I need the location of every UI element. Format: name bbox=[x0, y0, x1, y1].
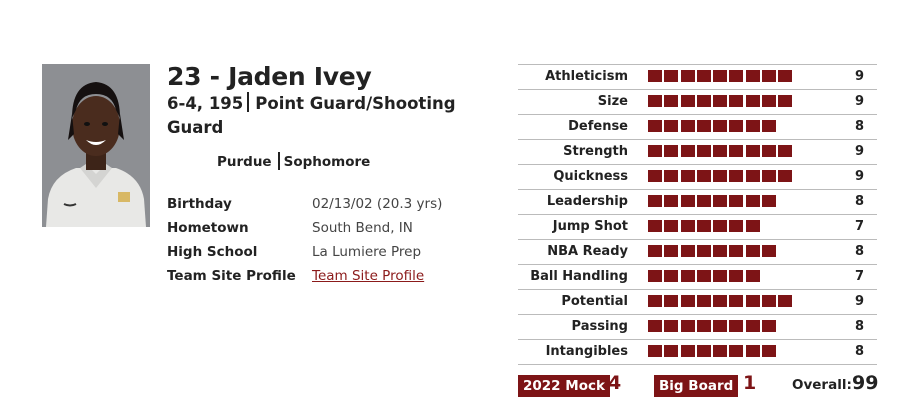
mock-draft-value: 4 bbox=[608, 372, 622, 394]
info-value: South Bend, IN bbox=[312, 220, 413, 236]
rating-bar-segment bbox=[681, 145, 695, 157]
team-site-profile-link[interactable]: Team Site Profile bbox=[312, 268, 425, 284]
player-position: Point Guard/Shooting Guard bbox=[167, 94, 456, 137]
rating-bar-segment bbox=[664, 295, 678, 307]
rating-bar-segment bbox=[681, 220, 695, 232]
rating-bar-segment bbox=[713, 245, 727, 257]
rating-bar-segment bbox=[681, 195, 695, 207]
player-class: Sophomore bbox=[283, 154, 371, 170]
rating-bar-segment bbox=[697, 270, 711, 282]
player-photo bbox=[42, 64, 150, 227]
rating-value: 9 bbox=[854, 169, 864, 184]
rating-bar bbox=[648, 320, 778, 332]
rating-bar-segment bbox=[729, 170, 743, 182]
rating-value: 8 bbox=[854, 194, 864, 209]
rating-bar-segment bbox=[681, 295, 695, 307]
rating-bar-segment bbox=[762, 345, 776, 357]
rating-label: Leadership bbox=[546, 194, 628, 209]
rating-bar-segment bbox=[729, 295, 743, 307]
rating-bar bbox=[648, 220, 762, 232]
rating-bar-segment bbox=[778, 295, 792, 307]
rating-bar-segment bbox=[681, 320, 695, 332]
rating-bar-segment bbox=[729, 195, 743, 207]
rating-bar bbox=[648, 195, 778, 207]
info-value: 02/13/02 (20.3 yrs) bbox=[312, 196, 443, 212]
rating-row bbox=[518, 190, 877, 215]
rating-bar-segment bbox=[713, 345, 727, 357]
rating-bar-segment bbox=[648, 70, 662, 82]
rating-bar-segment bbox=[664, 320, 678, 332]
rating-bar-segment bbox=[648, 320, 662, 332]
rating-bar-segment bbox=[664, 195, 678, 207]
rating-label: Defense bbox=[568, 119, 628, 134]
divider bbox=[247, 92, 249, 112]
rating-bar-segment bbox=[681, 120, 695, 132]
info-row-birthday bbox=[167, 192, 442, 216]
rating-value: 8 bbox=[854, 244, 864, 259]
rating-bar-segment bbox=[681, 95, 695, 107]
rating-bar-segment bbox=[713, 320, 727, 332]
rating-bar-segment bbox=[778, 95, 792, 107]
rating-bar-segment bbox=[664, 70, 678, 82]
overall-value: 99 bbox=[852, 372, 879, 394]
rating-bar bbox=[648, 70, 795, 82]
rating-bar-segment bbox=[746, 345, 760, 357]
rating-bar-segment bbox=[746, 195, 760, 207]
big-board-value: 1 bbox=[743, 372, 757, 394]
rating-label: NBA Ready bbox=[547, 244, 628, 259]
rating-bar-segment bbox=[729, 245, 743, 257]
rating-bar-segment bbox=[746, 320, 760, 332]
rating-bar-segment bbox=[713, 195, 727, 207]
rating-bar-segment bbox=[762, 320, 776, 332]
rating-bar-segment bbox=[762, 70, 776, 82]
rating-bar-segment bbox=[697, 170, 711, 182]
rating-bar bbox=[648, 345, 778, 357]
rating-value: 8 bbox=[854, 344, 864, 359]
info-label: Birthday bbox=[167, 196, 232, 212]
rating-bar-segment bbox=[681, 245, 695, 257]
rating-bar-segment bbox=[681, 270, 695, 282]
player-info-table bbox=[167, 192, 442, 288]
rating-bar-segment bbox=[762, 120, 776, 132]
rating-label: Ball Handling bbox=[530, 269, 628, 284]
rating-bar-segment bbox=[729, 320, 743, 332]
rating-row bbox=[518, 115, 877, 140]
rating-bar-segment bbox=[746, 120, 760, 132]
rating-label: Intangibles bbox=[545, 344, 628, 359]
rating-bar-segment bbox=[648, 295, 662, 307]
rating-bar-segment bbox=[746, 145, 760, 157]
rating-bar-segment bbox=[697, 120, 711, 132]
rating-bar-segment bbox=[746, 295, 760, 307]
rating-bar-segment bbox=[778, 70, 792, 82]
rating-row bbox=[518, 265, 877, 290]
rating-value: 9 bbox=[854, 69, 864, 84]
rating-bar-segment bbox=[713, 170, 727, 182]
rating-row bbox=[518, 340, 877, 365]
rating-bar-segment bbox=[697, 295, 711, 307]
rating-bar-segment bbox=[713, 145, 727, 157]
rating-bar-segment bbox=[697, 245, 711, 257]
rating-bar-segment bbox=[697, 345, 711, 357]
rating-bar-segment bbox=[697, 70, 711, 82]
rating-bar-segment bbox=[762, 195, 776, 207]
rating-value: 7 bbox=[854, 219, 864, 234]
rating-row bbox=[518, 165, 877, 190]
rating-bar-segment bbox=[762, 145, 776, 157]
rating-bar-segment bbox=[713, 95, 727, 107]
rating-bar-segment bbox=[729, 270, 743, 282]
rating-bar-segment bbox=[746, 270, 760, 282]
rating-label: Passing bbox=[571, 319, 628, 334]
rating-bar-segment bbox=[762, 170, 776, 182]
rating-bar-segment bbox=[648, 270, 662, 282]
rating-bar-segment bbox=[664, 145, 678, 157]
rating-label: Jump Shot bbox=[552, 219, 628, 234]
rating-row bbox=[518, 290, 877, 315]
overall-label: Overall: bbox=[792, 377, 852, 393]
rating-bar-segment bbox=[746, 245, 760, 257]
rating-bar-segment bbox=[697, 95, 711, 107]
rating-bar-segment bbox=[713, 270, 727, 282]
rating-value: 9 bbox=[854, 144, 864, 159]
player-measurements: 6-4, 195 bbox=[167, 94, 244, 113]
rating-bar-segment bbox=[762, 95, 776, 107]
rating-row bbox=[518, 65, 877, 90]
rating-bar-segment bbox=[681, 345, 695, 357]
rating-bar-segment bbox=[664, 345, 678, 357]
rating-bar-segment bbox=[729, 145, 743, 157]
rating-bar-segment bbox=[729, 220, 743, 232]
rating-bar-segment bbox=[713, 220, 727, 232]
rating-bar-segment bbox=[729, 345, 743, 357]
rating-bar-segment bbox=[762, 295, 776, 307]
rating-bar-segment bbox=[664, 220, 678, 232]
rating-bar-segment bbox=[729, 120, 743, 132]
rating-bar-segment bbox=[778, 170, 792, 182]
rating-bar-segment bbox=[762, 245, 776, 257]
rating-label: Quickness bbox=[553, 169, 628, 184]
info-row-high-school bbox=[167, 240, 442, 264]
rating-bar-segment bbox=[729, 95, 743, 107]
rating-bar bbox=[648, 170, 795, 182]
rating-bar-segment bbox=[664, 270, 678, 282]
rating-bar bbox=[648, 120, 778, 132]
ratings-table bbox=[518, 64, 877, 365]
rating-row bbox=[518, 215, 877, 240]
rating-bar-segment bbox=[778, 145, 792, 157]
rating-bar-segment bbox=[746, 70, 760, 82]
rating-bar bbox=[648, 145, 795, 157]
rating-label: Size bbox=[597, 94, 628, 109]
rating-bar-segment bbox=[664, 170, 678, 182]
rating-bar-segment bbox=[746, 170, 760, 182]
rating-bar-segment bbox=[746, 95, 760, 107]
rating-label: Athleticism bbox=[545, 69, 628, 84]
info-value: La Lumiere Prep bbox=[312, 244, 422, 260]
player-name: 23 - Jaden Ivey bbox=[167, 62, 372, 91]
rating-row bbox=[518, 240, 877, 265]
rating-bar-segment bbox=[664, 95, 678, 107]
rating-bar-segment bbox=[746, 220, 760, 232]
rating-value: 9 bbox=[854, 294, 864, 309]
rating-bar-segment bbox=[648, 345, 662, 357]
info-row-hometown bbox=[167, 216, 442, 240]
rating-bar-segment bbox=[648, 195, 662, 207]
divider bbox=[278, 152, 280, 170]
rating-label: Strength bbox=[563, 144, 628, 159]
info-label: High School bbox=[167, 244, 258, 260]
rating-row bbox=[518, 140, 877, 165]
rating-bar bbox=[648, 295, 795, 307]
rating-value: 7 bbox=[854, 269, 864, 284]
rating-bar-segment bbox=[713, 295, 727, 307]
rating-bar-segment bbox=[648, 145, 662, 157]
info-row-team-site bbox=[167, 264, 442, 288]
player-measurements-position bbox=[167, 92, 467, 140]
rating-bar-segment bbox=[648, 220, 662, 232]
rating-bar-segment bbox=[648, 245, 662, 257]
rating-bar bbox=[648, 245, 778, 257]
rating-bar-segment bbox=[681, 170, 695, 182]
rating-bar bbox=[648, 95, 795, 107]
info-label: Hometown bbox=[167, 220, 249, 236]
rating-bar-segment bbox=[697, 220, 711, 232]
rating-row bbox=[518, 90, 877, 115]
rating-bar-segment bbox=[713, 120, 727, 132]
player-school-class bbox=[217, 152, 370, 170]
rating-value: 9 bbox=[854, 94, 864, 109]
rating-bar-segment bbox=[697, 320, 711, 332]
rating-bar-segment bbox=[664, 120, 678, 132]
rating-bar-segment bbox=[664, 245, 678, 257]
rating-row bbox=[518, 315, 877, 340]
rating-bar-segment bbox=[697, 195, 711, 207]
rating-label: Potential bbox=[561, 294, 628, 309]
rating-bar-segment bbox=[713, 70, 727, 82]
info-label: Team Site Profile bbox=[167, 268, 296, 284]
rating-value: 8 bbox=[854, 119, 864, 134]
big-board-badge: Big Board bbox=[654, 375, 738, 397]
rating-bar bbox=[648, 270, 762, 282]
rating-bar-segment bbox=[729, 70, 743, 82]
rating-bar-segment bbox=[648, 170, 662, 182]
rating-bar-segment bbox=[648, 95, 662, 107]
mock-draft-badge: 2022 Mock bbox=[518, 375, 610, 397]
player-school: Purdue bbox=[217, 154, 272, 170]
rating-bar-segment bbox=[648, 120, 662, 132]
rating-bar-segment bbox=[681, 70, 695, 82]
rating-value: 8 bbox=[854, 319, 864, 334]
rating-bar-segment bbox=[697, 145, 711, 157]
